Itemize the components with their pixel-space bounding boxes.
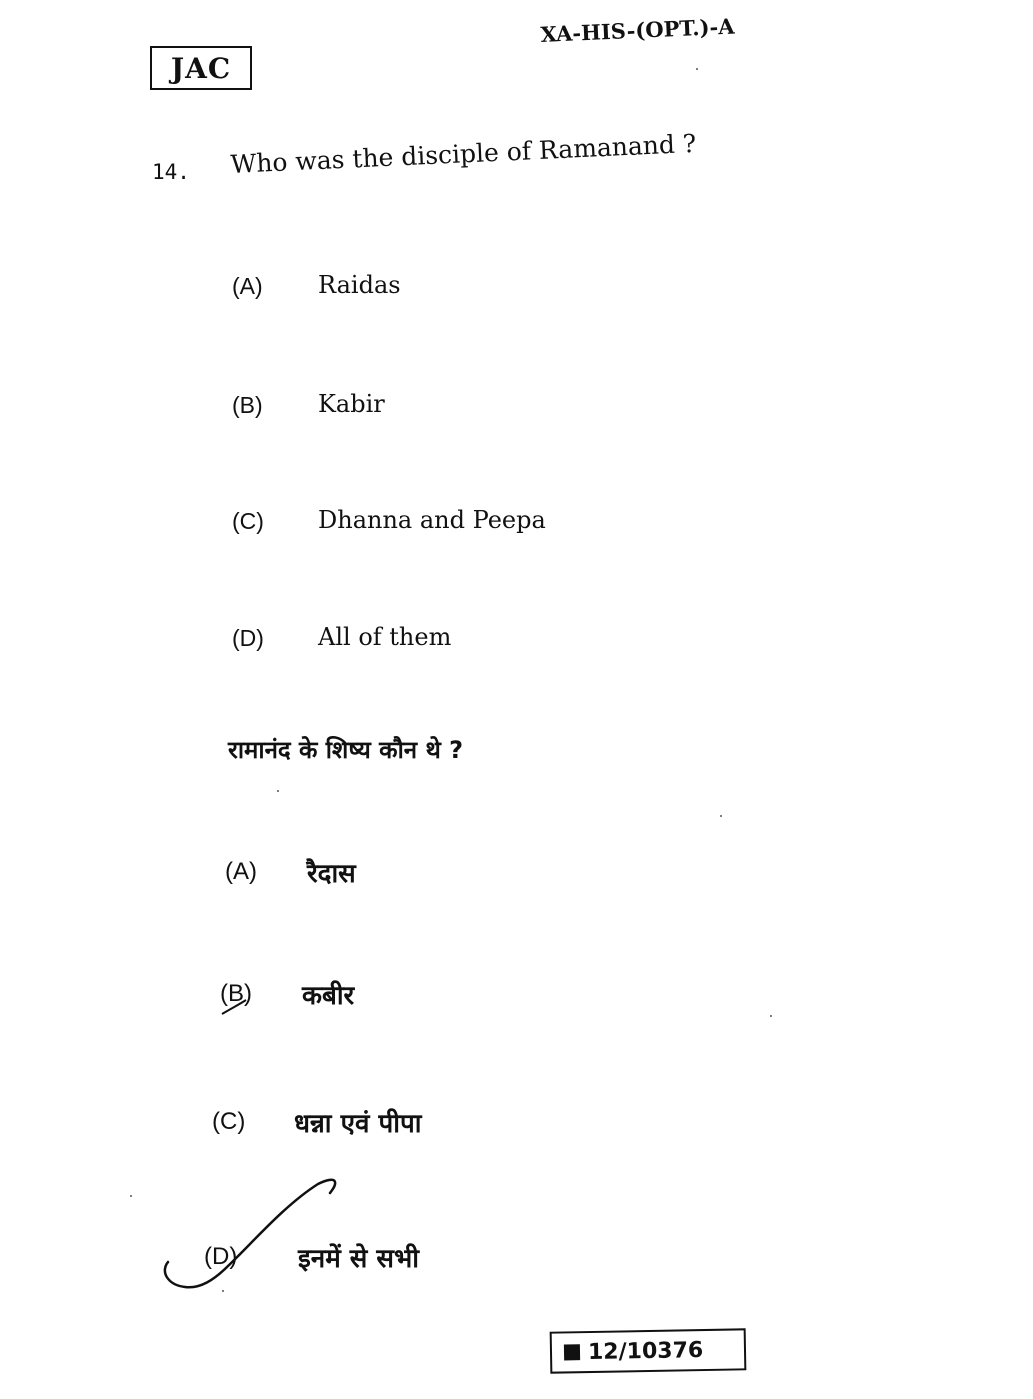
scan-speck bbox=[696, 68, 698, 70]
option-text: कबीर bbox=[302, 981, 355, 1011]
option-letter: (C) bbox=[212, 1108, 246, 1135]
option-letter: (A) bbox=[225, 858, 257, 885]
option-letter: (B) bbox=[232, 392, 263, 418]
option-letter: (C) bbox=[232, 508, 264, 534]
scan-speck bbox=[130, 1195, 132, 1197]
option-text: धन्ना एवं पीपा bbox=[294, 1109, 422, 1139]
question-number: 14. bbox=[152, 160, 190, 184]
page-code: 12/10376 bbox=[587, 1337, 704, 1365]
black-square-icon bbox=[564, 1344, 580, 1360]
board-label: JAC bbox=[170, 51, 232, 85]
option-letter: (D) bbox=[232, 625, 264, 651]
option-text: Raidas bbox=[318, 271, 401, 299]
question-text-english: Who was the disciple of Ramanand ? bbox=[230, 128, 697, 179]
scan-speck bbox=[277, 790, 279, 792]
option-text: Dhanna and Peepa bbox=[318, 506, 546, 534]
scan-speck bbox=[770, 1015, 772, 1017]
option-text: रैदास bbox=[307, 859, 356, 889]
option-letter: (B) bbox=[220, 980, 252, 1007]
question-text-hindi: रामानंद के शिष्य कौन थे ? bbox=[228, 736, 464, 764]
page-code-box bbox=[550, 1328, 747, 1373]
option-letter: (D) bbox=[204, 1243, 238, 1270]
board-label-box bbox=[150, 46, 252, 90]
scan-speck bbox=[720, 815, 722, 817]
option-letter: (A) bbox=[232, 273, 263, 299]
option-text: All of them bbox=[318, 623, 452, 651]
paper-code: XA-HIS-(OPT.)-A bbox=[540, 13, 735, 47]
option-text: Kabir bbox=[318, 390, 385, 418]
option-text: इनमें से सभी bbox=[298, 1244, 420, 1274]
scan-speck bbox=[222, 1290, 224, 1292]
